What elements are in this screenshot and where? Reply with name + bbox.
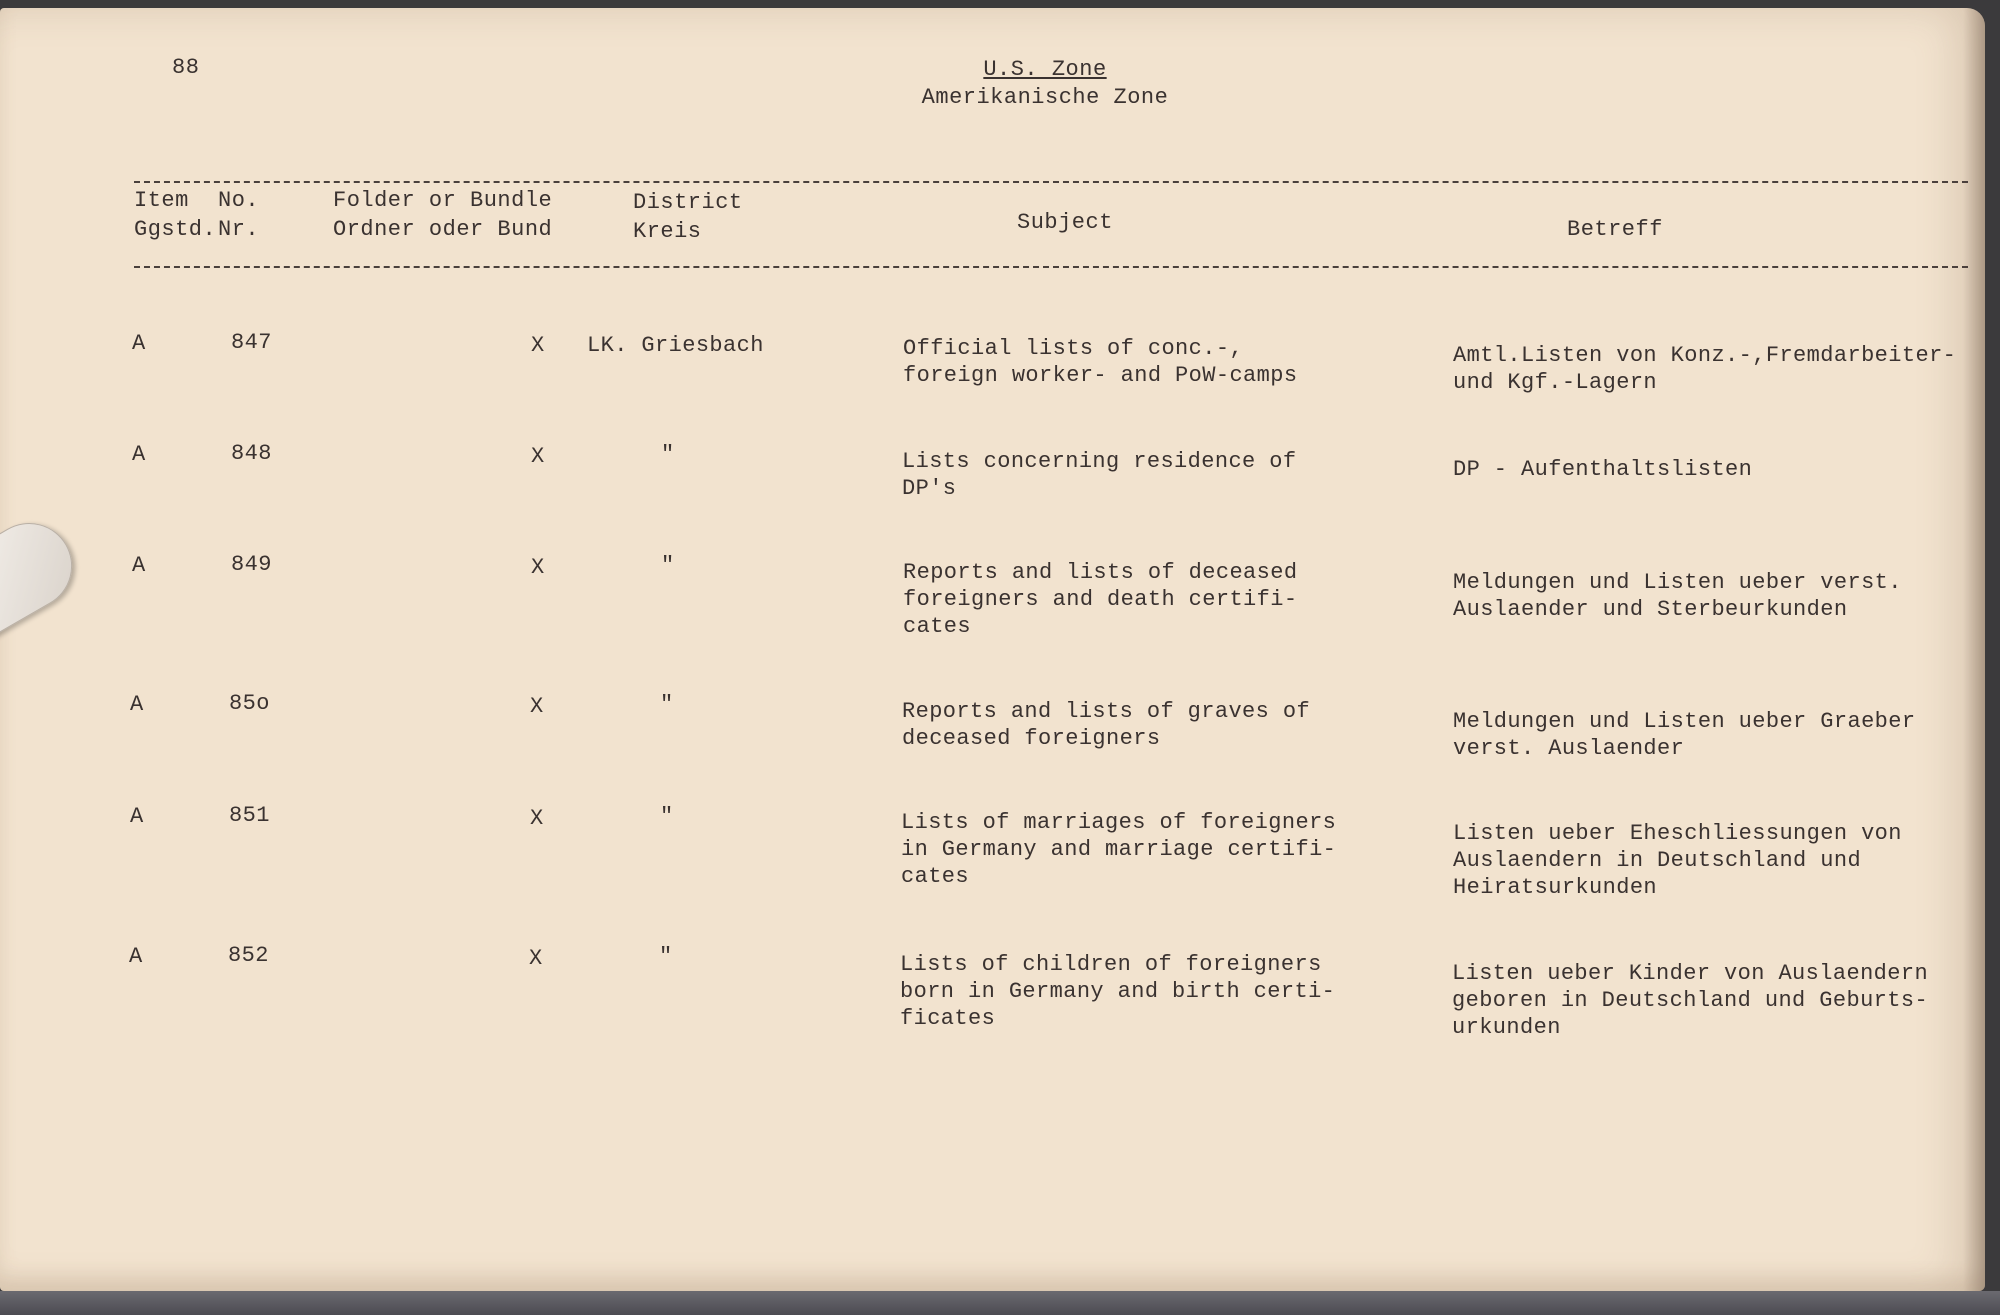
row-number: 852 [228, 943, 269, 968]
row-subject: Reports and lists of graves of deceased foreigners [902, 699, 1311, 751]
row-district: " [661, 553, 675, 578]
row-betreff: Amtl.Listen von Konz.-,Fremdarbeiter- und Kgf.-Lagern [1453, 343, 1957, 395]
binder-bottom-edge [0, 1291, 2000, 1315]
row-folder-mark: X [529, 946, 543, 971]
row-betreff: DP - Aufenthaltslisten [1453, 457, 1753, 482]
zone-subtitle: Amerikanische Zone [921, 85, 1169, 110]
row-number: 848 [231, 441, 272, 466]
header-rule-top [134, 181, 1968, 183]
col-header-folder: Folder or Bundle Ordner oder Bund [333, 188, 553, 242]
row-district: " [659, 944, 673, 969]
row-folder-mark: X [531, 333, 545, 358]
col-header-district: District Kreis [633, 190, 743, 244]
row-district: " [660, 692, 674, 717]
row-subject: Lists of marriages of foreigners in Germany and marriage certifi- cates [901, 810, 1337, 889]
row-district: " [661, 442, 675, 467]
row-subject: Lists of children of foreigners born in Germany and birth certi- ficates [900, 952, 1336, 1031]
col-header-item: Item Ggstd. [134, 188, 217, 242]
row-district: " [660, 804, 674, 829]
row-folder-mark: X [530, 694, 544, 719]
document-page [0, 8, 1985, 1291]
col-header-subject: Subject [1017, 210, 1113, 235]
row-betreff: Listen ueber Eheschliessungen von Auslaendern in Deutschland und Heiratsurkunden [1453, 821, 1902, 900]
header-rule-bottom [134, 266, 1968, 268]
row-folder-mark: X [530, 806, 544, 831]
row-number: 85o [229, 691, 270, 716]
row-item: A [130, 692, 144, 717]
row-subject: Lists concerning residence of DP's [902, 449, 1297, 501]
page-number: 88 [172, 55, 200, 80]
page-edge-shadow [1963, 8, 1985, 1291]
row-number: 849 [231, 552, 272, 577]
row-betreff: Meldungen und Listen ueber Graeber verst. Auslaender [1453, 709, 1916, 761]
row-item: A [132, 553, 146, 578]
row-betreff: Meldungen und Listen ueber verst. Auslaender und Sterbeurkunden [1453, 570, 1902, 622]
row-number: 851 [229, 803, 270, 828]
row-item: A [132, 331, 146, 356]
row-item: A [129, 944, 143, 969]
row-subject: Reports and lists of deceased foreigners and death certifi- cates [903, 560, 1298, 639]
zone-title: U.S. Zone [983, 57, 1107, 82]
row-folder-mark: X [531, 444, 545, 469]
row-item: A [130, 804, 144, 829]
row-folder-mark: X [531, 555, 545, 580]
row-number: 847 [231, 330, 272, 355]
row-item: A [132, 442, 146, 467]
row-betreff: Listen ueber Kinder von Auslaendern geboren in Deutschland und Geburts- urkunden [1452, 961, 1929, 1040]
row-subject: Official lists of conc.-, foreign worker- and PoW-camps [903, 336, 1298, 388]
row-district: LK. Griesbach [587, 333, 764, 358]
col-header-no: No. Nr. [218, 188, 260, 242]
col-header-betreff: Betreff [1567, 217, 1663, 242]
